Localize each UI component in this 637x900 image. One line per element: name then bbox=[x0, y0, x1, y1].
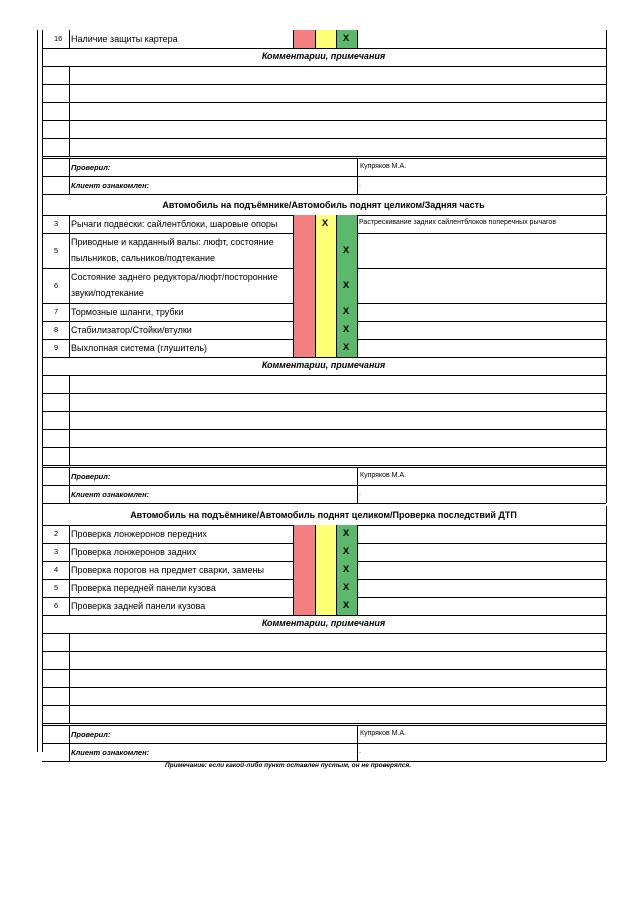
status-yellow-cell bbox=[315, 579, 336, 597]
grid-line bbox=[606, 579, 607, 597]
grid-line bbox=[315, 215, 316, 233]
grid-line bbox=[69, 138, 70, 156]
grid-line bbox=[606, 723, 607, 761]
client-value: . bbox=[359, 748, 361, 755]
grid-line bbox=[357, 597, 358, 615]
grid-line bbox=[315, 525, 316, 543]
grid-line bbox=[69, 651, 70, 669]
comments-header: Комментарии, примечания bbox=[261, 618, 386, 628]
comments-header: Комментарии, примечания bbox=[261, 51, 386, 61]
grid-line bbox=[357, 215, 358, 233]
grid-line bbox=[42, 375, 606, 376]
grid-line bbox=[357, 339, 358, 357]
grid-line bbox=[606, 30, 607, 48]
item-number: 6 bbox=[54, 601, 59, 610]
inspector-name: Купряков М.А. bbox=[360, 163, 407, 170]
grid-line bbox=[42, 429, 606, 430]
grid-line bbox=[42, 447, 606, 448]
section-title: Автомобиль на подъёмнике/Автомобиль поднят целиком/Проверка последствий ДТП bbox=[130, 510, 517, 520]
grid-line bbox=[357, 268, 358, 303]
grid-line bbox=[42, 503, 606, 504]
item-number: 8 bbox=[54, 325, 59, 334]
grid-line bbox=[42, 743, 606, 744]
item-mark: X bbox=[342, 324, 350, 335]
grid-line bbox=[69, 543, 70, 561]
item-name: Проверка лонжеронов задних bbox=[71, 547, 197, 557]
status-yellow-cell bbox=[315, 597, 336, 615]
client-label: Клиент ознакомлен: bbox=[71, 748, 150, 757]
grid-line bbox=[293, 561, 294, 579]
grid-line bbox=[69, 375, 70, 393]
grid-line bbox=[42, 615, 606, 616]
grid-line bbox=[357, 233, 358, 268]
grid-line bbox=[42, 485, 606, 486]
grid-line bbox=[69, 669, 70, 687]
item-name: Проверка порогов на предмет сварки, замены bbox=[71, 565, 264, 575]
grid-line bbox=[606, 615, 607, 723]
grid-line bbox=[606, 233, 607, 268]
grid-line bbox=[293, 215, 294, 233]
section-title: Автомобиль на подъёмнике/Автомобиль поднят целиком/Задняя часть bbox=[162, 200, 485, 210]
grid-line bbox=[606, 196, 607, 215]
item-mark: X bbox=[342, 600, 350, 611]
grid-line bbox=[42, 158, 606, 159]
item-name: Рычаги подвески: сайлентблоки, шаровые опоры bbox=[71, 219, 278, 229]
item-number: 16 bbox=[54, 34, 63, 43]
grid-line bbox=[69, 120, 70, 138]
grid-line bbox=[42, 725, 606, 726]
grid-line bbox=[336, 233, 337, 268]
grid-line bbox=[69, 447, 70, 465]
status-red-cell bbox=[293, 525, 315, 543]
comments-header: Комментарии, примечания bbox=[261, 360, 386, 370]
status-red-cell bbox=[293, 215, 315, 233]
grid-line bbox=[42, 651, 606, 652]
status-red-cell bbox=[293, 543, 315, 561]
grid-line bbox=[336, 579, 337, 597]
grid-line bbox=[42, 467, 606, 468]
grid-line bbox=[42, 156, 606, 157]
item-name: Проверка передней панели кузова bbox=[71, 583, 216, 593]
grid-line bbox=[606, 339, 607, 357]
grid-line bbox=[42, 120, 606, 121]
grid-line bbox=[42, 411, 606, 412]
grid-line bbox=[69, 687, 70, 705]
item-number: 2 bbox=[54, 529, 59, 538]
status-yellow-cell bbox=[315, 321, 336, 339]
grid-line bbox=[315, 561, 316, 579]
grid-line bbox=[69, 579, 70, 597]
item-mark: X bbox=[342, 528, 350, 539]
grid-line bbox=[293, 321, 294, 339]
grid-line bbox=[357, 579, 358, 597]
grid-line bbox=[69, 561, 70, 579]
grid-line bbox=[69, 339, 70, 357]
status-red-cell bbox=[293, 303, 315, 321]
grid-line bbox=[336, 597, 337, 615]
status-red-cell bbox=[293, 561, 315, 579]
grid-line bbox=[606, 48, 607, 156]
item-number: 5 bbox=[54, 583, 59, 592]
grid-line bbox=[606, 597, 607, 615]
grid-line bbox=[37, 30, 38, 752]
grid-line bbox=[69, 215, 70, 233]
item-mark: X bbox=[342, 279, 350, 291]
item-mark: X bbox=[342, 306, 350, 317]
grid-line bbox=[336, 543, 337, 561]
status-yellow-cell bbox=[315, 543, 336, 561]
status-red-cell bbox=[293, 339, 315, 357]
grid-line bbox=[293, 30, 294, 48]
grid-line bbox=[42, 176, 606, 177]
status-yellow-cell bbox=[315, 303, 336, 321]
grid-line bbox=[42, 357, 606, 358]
grid-line bbox=[606, 543, 607, 561]
item-number: 6 bbox=[54, 280, 59, 290]
client-label: Клиент ознакомлен: bbox=[71, 181, 150, 190]
grid-line bbox=[42, 687, 606, 688]
status-yellow-cell bbox=[315, 525, 336, 543]
item-mark: X bbox=[342, 342, 350, 353]
item-name: Выхлопная система (глушитель) bbox=[71, 343, 208, 353]
grid-line bbox=[315, 543, 316, 561]
grid-line bbox=[315, 321, 316, 339]
grid-line bbox=[293, 597, 294, 615]
item-mark: X bbox=[342, 564, 350, 575]
grid-line bbox=[336, 268, 337, 303]
grid-line bbox=[315, 597, 316, 615]
status-yellow-cell bbox=[315, 561, 336, 579]
status-green-cell bbox=[336, 215, 357, 233]
grid-line bbox=[606, 156, 607, 194]
client-value: . bbox=[359, 181, 361, 188]
grid-line bbox=[357, 321, 358, 339]
grid-line bbox=[293, 233, 294, 268]
grid-line bbox=[42, 633, 606, 634]
grid-line bbox=[42, 66, 606, 67]
grid-line bbox=[293, 339, 294, 357]
grid-line bbox=[606, 215, 607, 233]
grid-line bbox=[315, 30, 316, 48]
grid-line bbox=[69, 411, 70, 429]
grid-line bbox=[336, 339, 337, 357]
grid-line bbox=[357, 543, 358, 561]
grid-line bbox=[42, 393, 606, 394]
item-name: Проверка лонжеронов передних bbox=[71, 529, 207, 539]
item-number: 5 bbox=[54, 245, 59, 255]
grid-line bbox=[357, 303, 358, 321]
status-red-cell bbox=[293, 30, 315, 48]
grid-line bbox=[69, 102, 70, 120]
grid-line bbox=[69, 633, 70, 651]
grid-line bbox=[606, 561, 607, 579]
grid-line bbox=[315, 339, 316, 357]
status-red-cell bbox=[293, 321, 315, 339]
item-mark: X bbox=[342, 546, 350, 557]
grid-line bbox=[42, 48, 606, 49]
item-mark: X bbox=[342, 244, 350, 256]
grid-line bbox=[69, 84, 70, 102]
item-number: 3 bbox=[54, 219, 59, 228]
inspector-name: Купряков М.А. bbox=[360, 472, 407, 479]
grid-line bbox=[315, 579, 316, 597]
grid-line bbox=[336, 561, 337, 579]
grid-line bbox=[69, 30, 70, 48]
grid-line bbox=[606, 303, 607, 321]
grid-line bbox=[606, 321, 607, 339]
status-red-cell bbox=[293, 268, 315, 303]
item-mark: X bbox=[342, 582, 350, 593]
grid-line bbox=[42, 465, 606, 466]
grid-line bbox=[69, 321, 70, 339]
item-name: Приводные и карданный валы: люфт, состояние пыльников, сальников/подтекание bbox=[71, 237, 274, 263]
grid-line bbox=[293, 579, 294, 597]
checked-label: Проверил: bbox=[71, 730, 111, 739]
grid-line bbox=[69, 597, 70, 615]
item-number: 4 bbox=[54, 565, 59, 574]
grid-line bbox=[69, 233, 70, 268]
grid-line bbox=[42, 138, 606, 139]
grid-line bbox=[42, 84, 606, 85]
grid-line bbox=[293, 268, 294, 303]
item-number: 9 bbox=[54, 343, 59, 352]
grid-line bbox=[336, 321, 337, 339]
grid-line bbox=[293, 543, 294, 561]
status-red-cell bbox=[293, 233, 315, 268]
grid-line bbox=[293, 303, 294, 321]
item-name: Состояние заднего редуктора/люфт/посторонние звуки/подтекание bbox=[71, 272, 278, 298]
grid-line bbox=[69, 268, 70, 303]
grid-line bbox=[69, 525, 70, 543]
status-yellow-cell bbox=[315, 233, 336, 268]
grid-line bbox=[357, 561, 358, 579]
item-comment: Растрескивание задних сайлентблоков поперечных рычагов bbox=[359, 219, 557, 226]
status-yellow-cell bbox=[315, 268, 336, 303]
item-number: 7 bbox=[54, 307, 59, 316]
grid-line bbox=[336, 525, 337, 543]
item-name: Тормозные шланги, трубки bbox=[71, 307, 184, 317]
grid-line bbox=[69, 303, 70, 321]
grid-line bbox=[606, 506, 607, 525]
grid-line bbox=[42, 723, 606, 724]
grid-line bbox=[69, 393, 70, 411]
grid-line bbox=[42, 102, 606, 103]
grid-line bbox=[336, 30, 337, 48]
item-name: Проверка задней панели кузова bbox=[71, 601, 206, 611]
item-name: Стабилизатор/Стойки/втулки bbox=[71, 325, 192, 335]
grid-line bbox=[42, 194, 606, 195]
grid-line bbox=[69, 705, 70, 723]
checked-label: Проверил: bbox=[71, 163, 111, 172]
footnote: Примечание: если какой-либо пункт оставлен пустым, он не проверялся. bbox=[165, 762, 411, 769]
grid-line bbox=[606, 268, 607, 303]
status-yellow-cell bbox=[315, 339, 336, 357]
client-label: Клиент ознакомлен: bbox=[71, 490, 150, 499]
grid-line bbox=[357, 30, 358, 48]
item-number: 3 bbox=[54, 547, 59, 556]
grid-line bbox=[293, 525, 294, 543]
grid-line bbox=[336, 303, 337, 321]
item-mark: X bbox=[321, 218, 329, 229]
status-yellow-cell bbox=[315, 30, 336, 48]
item-name: Наличие защиты картера bbox=[71, 34, 178, 44]
status-red-cell bbox=[293, 579, 315, 597]
status-red-cell bbox=[293, 597, 315, 615]
grid-line bbox=[69, 429, 70, 447]
checked-label: Проверил: bbox=[71, 472, 111, 481]
grid-line bbox=[606, 465, 607, 503]
grid-line bbox=[357, 525, 358, 543]
grid-line bbox=[69, 66, 70, 84]
grid-line bbox=[336, 215, 337, 233]
inspector-name: Купряков М.А. bbox=[360, 730, 407, 737]
grid-line bbox=[315, 268, 316, 303]
grid-line bbox=[315, 303, 316, 321]
grid-line bbox=[42, 669, 606, 670]
grid-line bbox=[606, 357, 607, 465]
grid-line bbox=[315, 233, 316, 268]
item-mark: X bbox=[342, 33, 350, 44]
client-value: . bbox=[359, 490, 361, 497]
grid-line bbox=[606, 525, 607, 543]
grid-line bbox=[42, 705, 606, 706]
